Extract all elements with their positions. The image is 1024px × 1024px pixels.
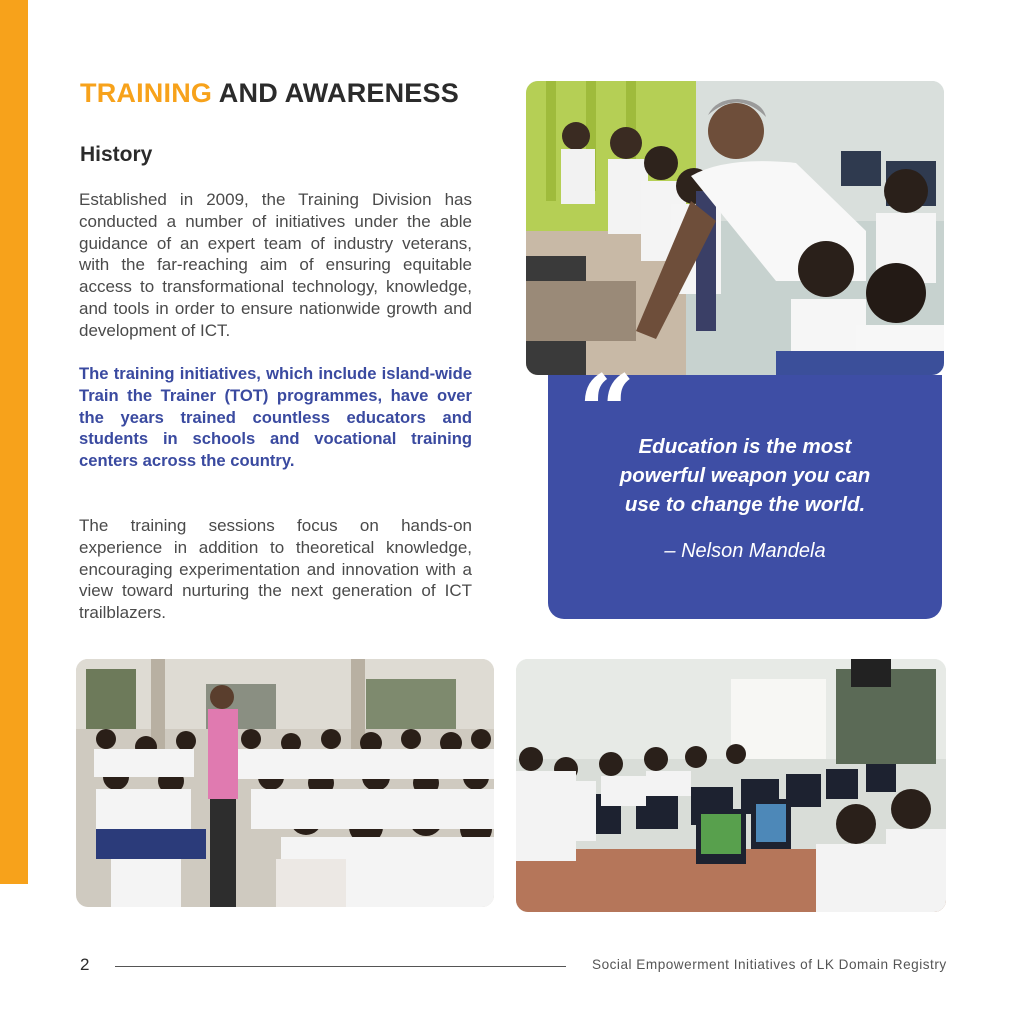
photo-computer-lab	[516, 659, 946, 912]
history-paragraph-2: The training initiatives, which include island-wide Train the Trainer (TOT) programmes, have over the years trained countless educators and students in schools and vocational training centers across the country.	[79, 364, 472, 471]
history-paragraph-1: Established in 2009, the Training Division has conducted a number of initiatives under the able guidance of an expert team of industry veterans, with the far-reaching aim of ensuring equitable access to transformational technology, knowledge, and tools in order to ensure nationwide growth and development of ICT.	[79, 190, 472, 340]
page-number: 2	[80, 955, 90, 974]
title-highlight: TRAINING	[80, 78, 213, 108]
quote-mark-icon: “	[578, 353, 636, 471]
footer-text: Social Empowerment Initiatives of LK Domain Registry	[592, 957, 947, 972]
photo-trainer-with-students	[526, 81, 944, 375]
quote-line-1: Education is the most	[638, 435, 852, 458]
photo-student-audience	[76, 659, 494, 907]
quote-author: – Nelson Mandela	[664, 540, 826, 562]
title-rest: AND AWARENESS	[218, 78, 459, 108]
history-paragraph-3: The training sessions focus on hands-on experience in addition to theoretical knowledge, encouraging experimentation and innovation with a view toward nurturing the next generation of ICT trailblazers.	[79, 516, 472, 623]
quote-line-3: use to change the world.	[624, 493, 866, 516]
photo-student-audience-image	[76, 659, 494, 907]
quote-text	[548, 432, 942, 519]
photo-trainer-with-students-image	[526, 81, 944, 375]
accent-bar	[0, 0, 28, 884]
section-heading: History	[80, 143, 153, 166]
footer-rule	[115, 966, 566, 967]
photo-computer-lab-image	[516, 659, 946, 912]
page-title	[80, 78, 459, 109]
quote-line-2: powerful weapon you can	[619, 464, 871, 487]
